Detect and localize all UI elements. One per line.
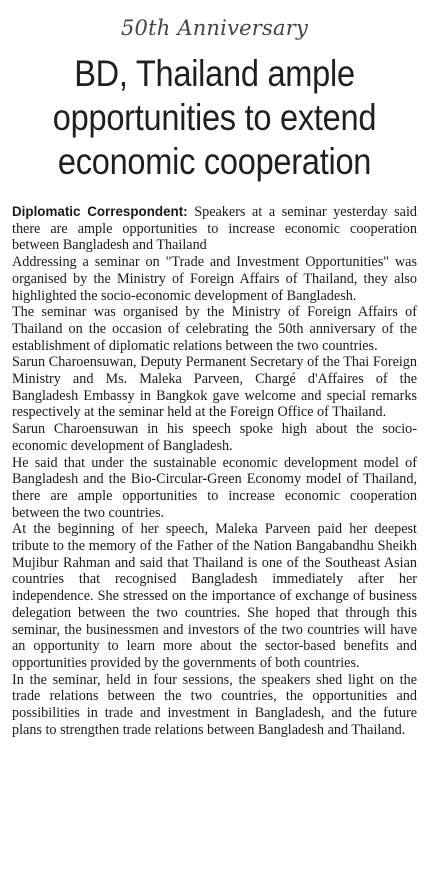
paragraph: Sarun Charoensuwan in his speech spoke high about the socio-economic development of Bangladesh. — [12, 421, 417, 454]
paragraph: At the beginning of her speech, Maleka Parveen paid her deepest tribute to the memory of the Father of the Nation Bangabandhu Sheikh Mujibur Rahman and said that Thailand is one of the Southeast Asian countries that recognised Bangladesh immediately after her independence. She stressed on the importance of exchange of business delegation between the two countries. She hoped that through this seminar, the businessmen and investors of the two countries will have an opportunity to learn more about the sector-based benefits and opportunities provided by the governments of both countries. — [12, 521, 417, 671]
headline-line: BD, Thailand ample — [74, 53, 355, 94]
lead-text: Speakers at a seminar yesterday said there are ample opportunities to increase economic cooperation between Bangladesh and Thailand — [12, 204, 417, 254]
byline: Diplomatic Correspondent: — [12, 204, 188, 219]
paragraph: In the seminar, held in four sessions, the speakers shed light on the trade relations between the two countries, the opportunities and possibilities in trade and investment in Bangladesh, and the future plans to strengthen trade relations between Bangladesh and Thailand. — [12, 671, 417, 738]
paragraph: Addressing a seminar on "Trade and Investment Opportunities" was organised by the Ministry of Foreign Affairs of Thailand, they also highlighted the socio-economic development of Bangladesh. — [12, 254, 417, 304]
headline — [26, 52, 404, 184]
lead-paragraph — [12, 204, 417, 254]
section-kicker: 50th Anniversary — [120, 16, 309, 40]
headline-line: opportunities to extend — [52, 97, 377, 138]
article-body — [12, 204, 417, 739]
paragraph: Sarun Charoensuwan, Deputy Permanent Secretary of the Thai Foreign Ministry and Ms. Maleka Parveen, Chargé d'Affaires of the Bangladesh Embassy in Bangkok gave welcome and special remarks respectively at the seminar held at the Foreign Office of Thailand. — [12, 354, 417, 421]
paragraph: He said that under the sustainable economic development model of Bangladesh and the Bio-Circular-Green Economy model of Thailand, there are ample opportunities to increase economic cooperation between the two countries. — [12, 454, 417, 521]
paragraph: The seminar was organised by the Ministry of Foreign Affairs of Thailand on the occasion of celebrating the 50th anniversary of the establishment of diplomatic relations between the two countries. — [12, 304, 417, 354]
headline-line: economic cooperation — [57, 141, 372, 182]
